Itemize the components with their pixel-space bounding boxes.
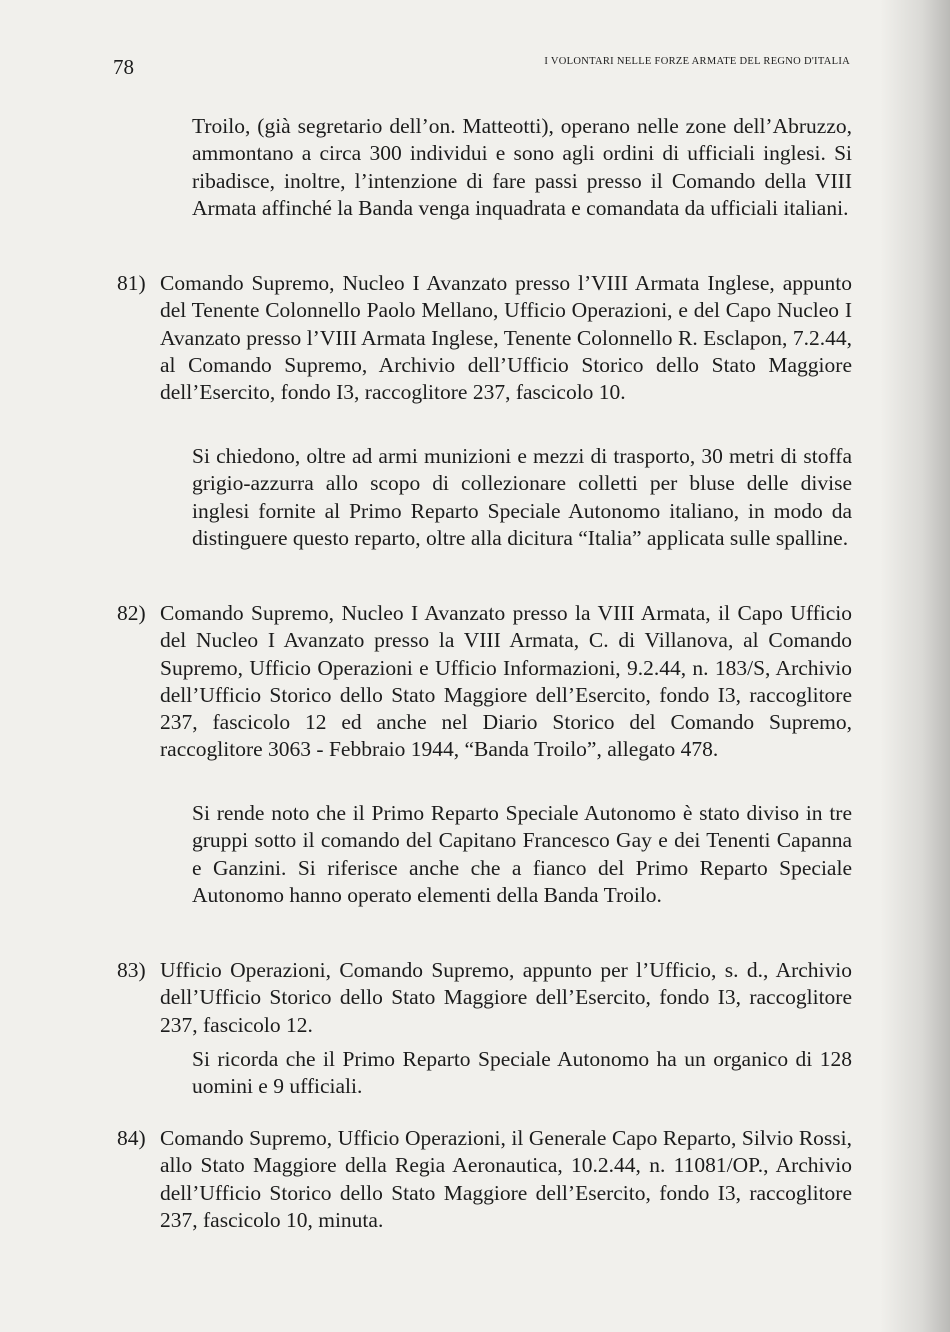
note-83-summary: Si ricorda che il Primo Reparto Speciale Autonomo ha un organico di 128 uomini e 9 ufficiali. bbox=[192, 1047, 852, 1099]
running-title: I VOLONTARI NELLE FORZE ARMATE DEL REGNO D'ITALIA bbox=[544, 56, 850, 67]
note-number: 84) bbox=[117, 1126, 146, 1150]
note-citation: Ufficio Operazioni, Comando Supremo, appunto per l’Ufficio, s. d., Archivio dell’Ufficio Storico dello Stato Maggiore dell’Esercito, fondo I3, raccoglitore 237, fascicolo 12. bbox=[160, 958, 852, 1037]
intro-paragraph: Troilo, (già segretario dell’on. Matteotti), operano nelle zone dell’Abruzzo, ammontano a circa 300 individui e sono agli ordini di ufficiali inglesi. Si ribadisce, inoltre, l’intenzione di fare passi presso il Comando della VIII Armata affinché la Banda venga inquadrata e comandata da ufficiali italiani. bbox=[192, 114, 852, 220]
note-number: 81) bbox=[117, 271, 146, 295]
note-82-summary: Si rende noto che il Primo Reparto Speciale Autonomo è stato diviso in tre gruppi sotto il comando del Capitano Francesco Gay e dei Tenenti Capanna e Ganzini. Si riferisce anche che a fianco del Primo Reparto Speciale Autonomo hanno operato elementi della Banda Troilo. bbox=[192, 801, 852, 907]
note-81-summary: Si chiedono, oltre ad armi munizioni e mezzi di trasporto, 30 metri di stoffa grigio-azzurra allo scopo di collezionare colletti per bluse delle divise inglesi fornite al Primo Reparto Speciale Autonomo italiano, in modo da distinguere questo reparto, oltre alla dicitura “Italia” applicata sulle spalline. bbox=[192, 444, 852, 550]
note-citation: Comando Supremo, Nucleo I Avanzato presso la VIII Armata, il Capo Ufficio del Nucleo I Avanzato presso la VIII Armata, C. di Villanova, al Comando Supremo, Ufficio Operazioni e Ufficio Informazioni, 9.2.44, n. 183/S, Archivio dell’Ufficio Storico dello Stato Maggiore dell’Esercito, fondo I3, raccoglitore 237, fascicolo 12 ed anche nel Diario Storico del Comando Supremo, raccoglitore 3063 - Febbraio 1944, “Banda Troilo”, allegato 478. bbox=[160, 601, 852, 762]
page-edge-shadow bbox=[880, 0, 950, 1332]
page-number: 78 bbox=[113, 55, 134, 79]
note-citation: Comando Supremo, Nucleo I Avanzato presso l’VIII Armata Inglese, appunto del Tenente Colonnello Paolo Mellano, Ufficio Operazioni, e del Capo Nucleo I Avanzato presso l’VIII Armata Inglese, Tenente Colonnello R. Esclapon, 7.2.44, al Comando Supremo, Archivio dell’Ufficio Storico dello Stato Maggiore dell’Esercito, fondo I3, raccoglitore 237, fascicolo 10. bbox=[160, 271, 852, 405]
note-number: 82) bbox=[117, 601, 146, 625]
note-number: 83) bbox=[117, 958, 146, 982]
note-citation: Comando Supremo, Ufficio Operazioni, il Generale Capo Reparto, Silvio Rossi, allo Stato Maggiore della Regia Aeronautica, 10.2.44, n. 11081/OP., Archivio dell’Ufficio Storico dello Stato Maggiore dell’Esercito, fondo I3, raccoglitore 237, fascicolo 10, minuta. bbox=[160, 1126, 852, 1232]
